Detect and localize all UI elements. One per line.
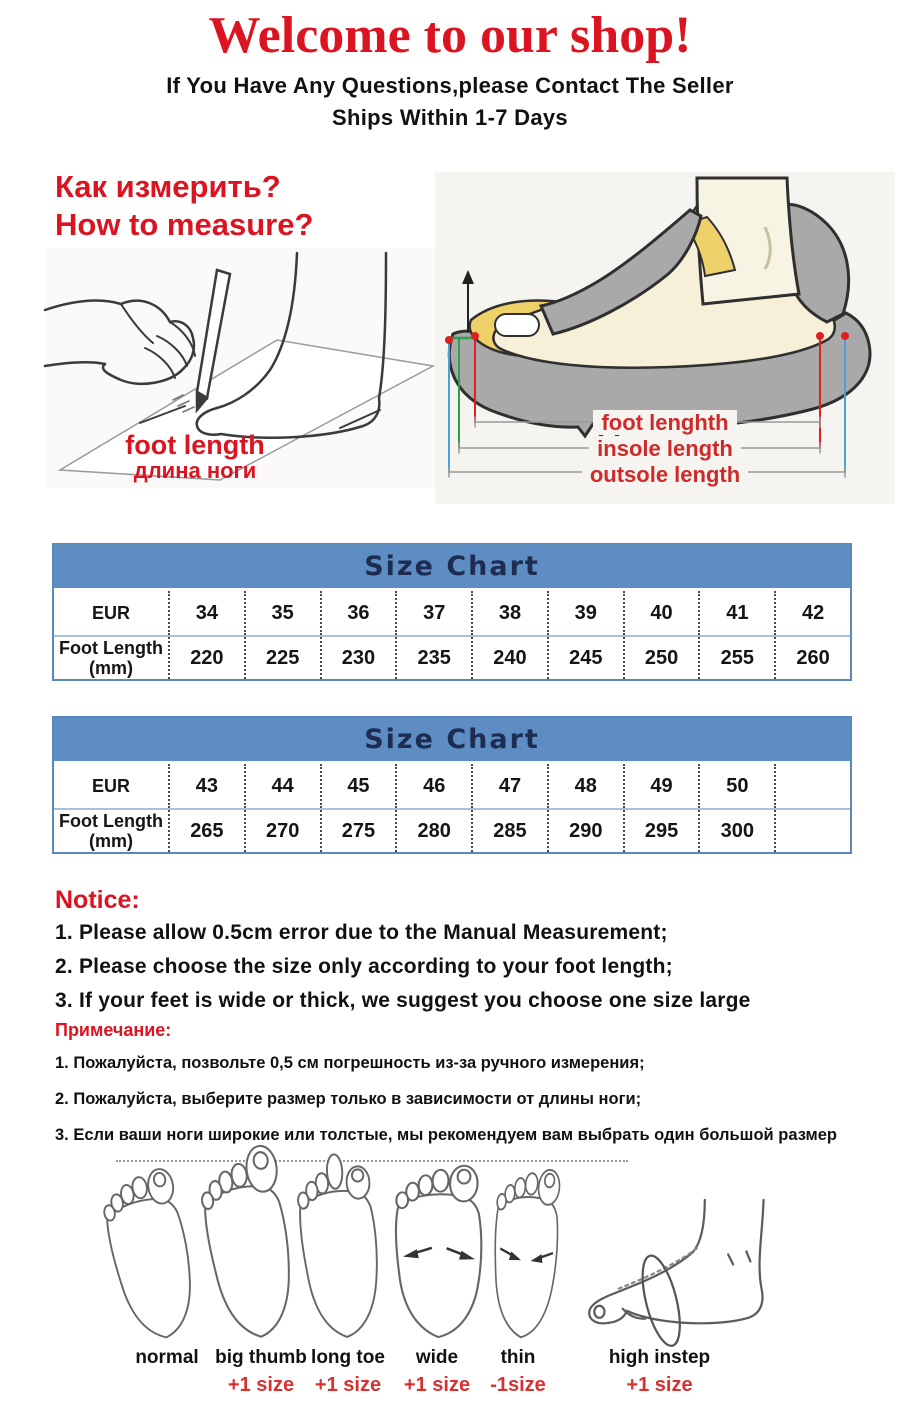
length-cell: 250 — [623, 637, 699, 679]
length-row-header — [54, 810, 168, 852]
foot-length-label-en: foot length — [125, 430, 265, 460]
size-cell: 35 — [244, 591, 320, 635]
foot-type-label: thin — [500, 1347, 536, 1368]
how-to-measure-en: How to measure? — [55, 207, 314, 242]
notice-item: 3. Если ваши ноги широкие или толстые, мы рекомендуем вам выбрать один большой размер — [55, 1126, 837, 1144]
length-cell: 255 — [698, 637, 774, 679]
size-cell: 50 — [698, 764, 774, 808]
length-cell: 235 — [395, 637, 471, 679]
size-cell: 44 — [244, 764, 320, 808]
foot-size-adjustment: +1 size — [227, 1374, 295, 1396]
shoe-outsole-length-label: outsole length — [455, 462, 875, 488]
length-cell: 240 — [471, 637, 547, 679]
size-row-header: EUR — [91, 603, 130, 623]
foot-type-label: normal — [135, 1347, 199, 1368]
foot-size-adjustment: -1size — [490, 1374, 546, 1396]
size-cell: 38 — [471, 591, 547, 635]
notice-title-ru: Примечание: — [55, 1020, 172, 1040]
size-chart-large — [52, 716, 852, 854]
foot-type-high-instep-illustration — [568, 1196, 796, 1345]
foot-size-adjustment: +1 size — [403, 1374, 471, 1396]
size-cell: 41 — [698, 591, 774, 635]
foot-size-adjustment: +1 size — [314, 1374, 382, 1396]
length-cell: 260 — [774, 637, 850, 679]
notice-item: 2. Please choose the size only according to your foot length; — [55, 955, 673, 978]
size-cell: 36 — [320, 591, 396, 635]
length-cell: 280 — [395, 810, 471, 852]
length-cell: 285 — [471, 810, 547, 852]
size-chart-small — [52, 543, 852, 681]
size-row — [54, 591, 850, 635]
size-cell: 46 — [395, 764, 471, 808]
size-chart-title: Size Chart — [54, 718, 850, 764]
foot-size-adjustment: +1 size — [626, 1374, 693, 1396]
size-row — [54, 764, 850, 808]
length-header-line2: (mm) — [89, 831, 133, 851]
size-cell: 43 — [168, 764, 244, 808]
notice-title-en: Notice: — [55, 886, 140, 914]
foot-type-long-toe-illustration — [290, 1156, 395, 1348]
how-to-measure-ru: Как измерить? — [55, 169, 281, 204]
foot-length-label-ru: длина ноги — [133, 458, 257, 483]
length-row — [54, 635, 850, 679]
length-row — [54, 808, 850, 852]
size-row-header: EUR — [91, 776, 130, 796]
notice-section-en — [55, 886, 751, 1023]
notice-item: 1. Please allow 0.5cm error due to the Manual Measurement; — [55, 921, 668, 944]
size-cell: 47 — [471, 764, 547, 808]
length-cell: 220 — [168, 637, 244, 679]
length-cell: 275 — [320, 810, 396, 852]
length-header-line1: Foot Length — [59, 811, 163, 831]
size-cell — [774, 764, 850, 808]
shoe-foot-length-label: foot lenghth — [455, 410, 875, 436]
size-cell: 45 — [320, 764, 396, 808]
foot-type-wide-illustration — [385, 1160, 497, 1347]
length-cell: 300 — [698, 810, 774, 852]
size-cell: 48 — [547, 764, 623, 808]
notice-item: 1. Пожалуйста, позвольте 0,5 см погрешность из-за ручного измерения; — [55, 1054, 645, 1072]
notice-item: 3. If your feet is wide or thick, we suggest you choose one size large — [55, 989, 751, 1012]
length-cell: 290 — [547, 810, 623, 852]
foot-type-label: long toe — [311, 1347, 385, 1368]
length-header-line1: Foot Length — [59, 638, 163, 658]
foot-type-label: high instep — [608, 1347, 711, 1368]
length-row-header — [54, 637, 168, 679]
size-cell: 49 — [623, 764, 699, 808]
size-cell: 42 — [774, 591, 850, 635]
shop-welcome-title: Welcome to our shop! — [208, 7, 692, 64]
size-cell: 40 — [623, 591, 699, 635]
size-cell: 37 — [395, 591, 471, 635]
shipping-note: Ships Within 1-7 Days — [332, 105, 568, 130]
length-cell: 265 — [168, 810, 244, 852]
size-cell: 34 — [168, 591, 244, 635]
notice-item: 2. Пожалуйста, выберите размер только в зависимости от длины ноги; — [55, 1090, 642, 1108]
length-cell: 270 — [244, 810, 320, 852]
length-cell: 230 — [320, 637, 396, 679]
length-cell: 225 — [244, 637, 320, 679]
shoe-insole-length-label: insole length — [455, 436, 875, 462]
shoe-cross-section-illustration — [435, 172, 895, 504]
size-chart-title: Size Chart — [54, 545, 850, 591]
foot-type-label: big thumb — [215, 1347, 307, 1368]
how-to-measure-heading — [55, 168, 313, 244]
length-cell: 295 — [623, 810, 699, 852]
contact-seller-note: If You Have Any Questions,please Contact The Seller — [166, 73, 734, 98]
notice-section-ru — [55, 1020, 837, 1162]
length-cell — [774, 810, 850, 852]
foot-type-label: wide — [415, 1347, 459, 1368]
size-cell: 39 — [547, 591, 623, 635]
length-cell: 245 — [547, 637, 623, 679]
foot-type-thin-illustration — [480, 1162, 575, 1348]
length-header-line2: (mm) — [89, 658, 133, 678]
